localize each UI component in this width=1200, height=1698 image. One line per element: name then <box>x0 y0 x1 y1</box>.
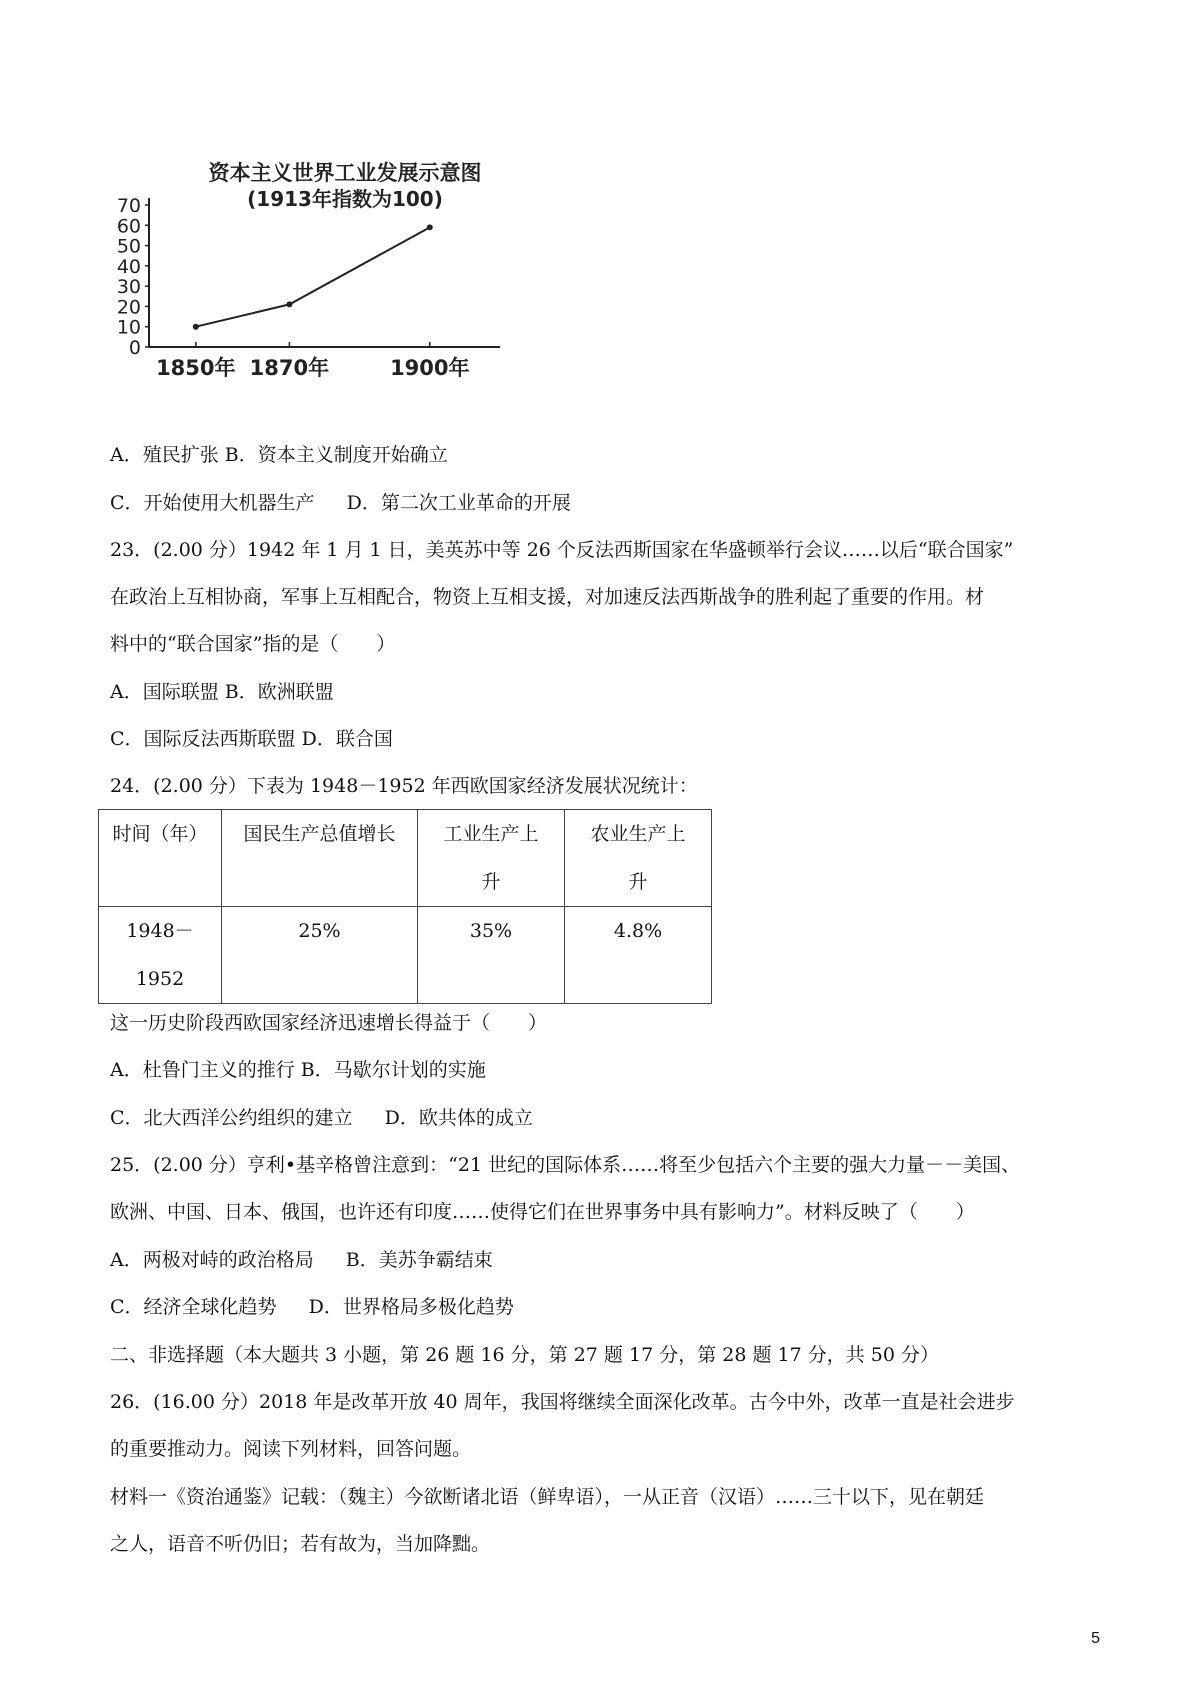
data-point <box>427 224 433 230</box>
q25-options-row1 <box>110 1248 493 1272</box>
q23-option-a[interactable]: A．国际联盟 <box>110 681 219 703</box>
series-line <box>196 227 430 326</box>
y-tick-label: 70 <box>116 195 141 217</box>
q23-stem-line1: 23．(2.00 分）1942 年 1 月 1 日，美英苏中等 26 个反法西斯国家在华盛顿举行会议……以后“联合国家” <box>110 539 1014 561</box>
chart-title: 资本主义世界工业发展示意图 <box>208 161 482 185</box>
q22-option-c[interactable]: C．开始使用大机器生产 <box>110 492 315 514</box>
q25-stem-line1: 25．(2.00 分）亨利•基辛格曾注意到：“21 世纪的国际体系……将至少包括六个主要的强大力量－－美国、 <box>110 1154 1021 1176</box>
q26-stem-line2: 的重要推动力。阅读下列材料，回答问题。 <box>110 1438 472 1460</box>
table-cell <box>565 907 712 1004</box>
y-tick-label: 30 <box>116 276 141 299</box>
q23-options-row2 <box>110 727 393 751</box>
header-text: 工业生产上 <box>443 823 539 845</box>
table-row <box>99 907 712 1004</box>
q22-option-d[interactable]: D．第二次工业革命的开展 <box>346 492 571 514</box>
economic-stats-table <box>98 809 712 1004</box>
q25-option-d[interactable]: D．世界格局多极化趋势 <box>308 1296 514 1318</box>
table-header-cell <box>222 810 418 907</box>
cell-text: 1948－ <box>126 920 194 942</box>
line-chart <box>105 150 565 415</box>
chart-subtitle: (1913年指数为100) <box>247 187 443 211</box>
q24-options-row1 <box>110 1058 486 1082</box>
q24-question: 这一历史阶段西欧国家经济迅速增长得益于（ ） <box>110 1012 548 1034</box>
q23-stem-line2: 在政治上互相协商，军事上互相配合，物资上互相支援，对加速反法西斯战争的胜利起了重要的作用。材 <box>110 586 985 608</box>
x-tick-label: 1850年 <box>156 356 236 380</box>
q25-option-c[interactable]: C．经济全球化趋势 <box>110 1296 277 1318</box>
q24-options-row2 <box>110 1106 533 1130</box>
q26-material1-line2: 之人，语音不听仍旧；若有故为，当加降黜。 <box>110 1533 491 1555</box>
y-tick-label: 50 <box>116 235 141 258</box>
header-text: 时间（年） <box>112 823 208 845</box>
q25-stem-line2: 欧洲、中国、日本、俄国，也许还有印度……使得它们在世界事务中具有影响力”。材料反映了（ ） <box>110 1201 975 1223</box>
q26-material1-line1: 材料一《资治通鉴》记载：（魏主）今欲断诸北语（鲜卑语），一从正音（汉语）……三十以下，见在朝廷 <box>110 1486 985 1508</box>
q25-option-a[interactable]: A．两极对峙的政治格局 <box>110 1249 314 1271</box>
q22-options-row2 <box>110 491 571 515</box>
q22-options-row1 <box>110 443 448 467</box>
q25-option-b[interactable]: B．美苏争霸结束 <box>345 1249 493 1271</box>
x-tick-label: 1900年 <box>390 356 470 380</box>
section-heading: 二、非选择题（本大题共 3 小题，第 26 题 16 分，第 27 题 17 分，第 28 题 17 分，共 50 分） <box>110 1344 939 1366</box>
q23-options-row1 <box>110 680 334 704</box>
y-tick-label: 60 <box>116 215 141 238</box>
table-header-cell <box>99 810 222 907</box>
q24-option-c[interactable]: C．北大西洋公约组织的建立 <box>110 1107 353 1129</box>
y-tick-label: 40 <box>116 255 141 278</box>
q23-option-d[interactable]: D．联合国 <box>301 728 393 750</box>
cell-text: 1952 <box>135 968 185 990</box>
industrial-development-chart <box>105 150 565 415</box>
table-cell <box>418 907 565 1004</box>
y-tick-label: 20 <box>116 296 141 319</box>
page-number: 5 <box>1091 1630 1100 1647</box>
q22-option-a[interactable]: A．殖民扩张 <box>110 444 219 466</box>
q26-stem-line1: 26．(16.00 分）2018 年是改革开放 40 周年，我国将继续全面深化改革。古今中外，改革一直是社会进步 <box>110 1391 1015 1413</box>
q25-options-row2 <box>110 1295 514 1319</box>
q24-option-b[interactable]: B．马歇尔计划的实施 <box>300 1059 486 1081</box>
x-tick-label: 1870年 <box>249 356 330 380</box>
y-tick-label: 10 <box>116 316 141 339</box>
data-point <box>193 324 199 330</box>
cell-text: 35% <box>469 920 513 942</box>
q23-option-b[interactable]: B．欧洲联盟 <box>224 681 334 703</box>
q24-option-d[interactable]: D．欧共体的成立 <box>384 1107 533 1129</box>
q23-option-c[interactable]: C．国际反法西斯联盟 <box>110 728 296 750</box>
y-tick-label: 0 <box>128 337 141 359</box>
cell-text: 25% <box>298 920 341 942</box>
table-cell <box>99 907 222 1004</box>
header-text: 升 <box>481 871 501 893</box>
cell-text: 4.8% <box>613 920 663 942</box>
q22-option-b[interactable]: B．资本主义制度开始确立 <box>224 444 448 466</box>
table-header-cell <box>565 810 712 907</box>
q23-stem-line3: 料中的“联合国家”指的是（ ） <box>110 633 396 655</box>
data-point <box>286 301 292 307</box>
q24-option-a[interactable]: A．杜鲁门主义的推行 <box>110 1059 295 1081</box>
table-cell <box>222 907 418 1004</box>
header-text: 国民生产总值增长 <box>243 823 396 845</box>
header-text: 升 <box>628 871 648 893</box>
table-header-cell <box>418 810 565 907</box>
header-text: 农业生产上 <box>590 823 686 845</box>
q24-stem: 24．(2.00 分）下表为 1948－1952 年西欧国家经济发展状况统计： <box>110 775 698 797</box>
table-header-row <box>99 810 712 907</box>
